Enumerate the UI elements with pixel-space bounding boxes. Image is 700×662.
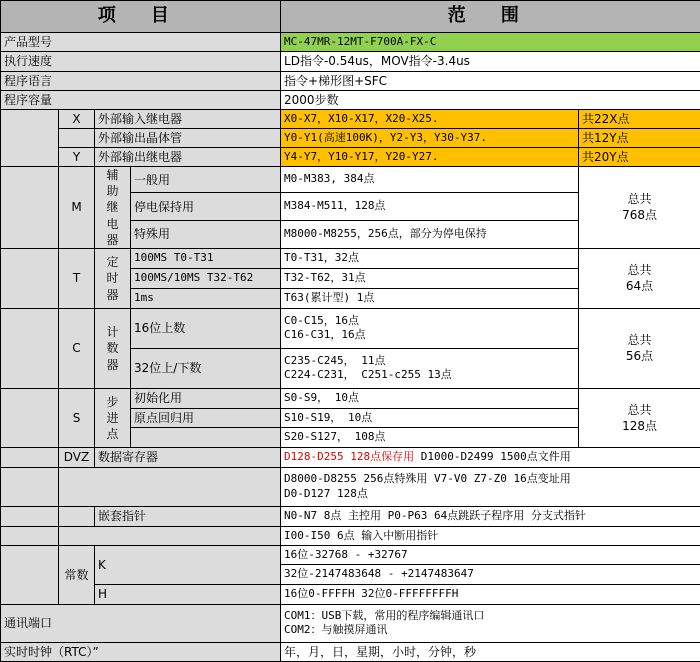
m-group-label: 辅助继电器 (106, 167, 120, 248)
s-group (95, 388, 131, 447)
io-yre-range: Y4-Y7，Y10-Y17，Y20-Y27. (281, 148, 579, 167)
d-range-1 (281, 447, 700, 467)
p-range-2: I00-I50 6点 输入中断用指针 (281, 526, 700, 545)
p-name: 嵌套指针 (95, 506, 281, 526)
m-group (95, 167, 131, 249)
t-name-1: 100MS T0-T31 (131, 248, 281, 268)
p-blank-name-2 (59, 526, 281, 545)
d-range-2 (281, 467, 700, 506)
d-range-2b: D0-D127 128点 (284, 487, 697, 502)
k-label: 常数 (59, 545, 95, 604)
comm-value-2: COM2：与触摸屏通讯 (284, 623, 697, 638)
t-range-2: T32-T62，31点 (281, 268, 579, 288)
k-row-1 (1, 545, 700, 564)
io-x-name: 外部输入继电器 (95, 110, 281, 129)
t-code: T (59, 248, 95, 308)
capacity-value: 2000步数 (281, 91, 700, 110)
c-code: C (59, 308, 95, 388)
k-blank-cell (1, 545, 59, 604)
s-group-label: 步进点 (106, 394, 120, 443)
language-label: 程序语言 (1, 72, 281, 91)
c-range-2a: C235-C245， 11点 (284, 354, 575, 369)
m-range-1: M0-M383, 384点 (281, 167, 579, 193)
m-blank-cell (1, 167, 59, 249)
c-range-2b: C224-C231， C251-c255 13点 (284, 368, 575, 383)
s-name-3 (131, 427, 281, 447)
capacity-row (1, 91, 700, 110)
m-name-1: 一般用 (131, 167, 281, 193)
c-group (95, 308, 131, 388)
io-ytr-range: Y0-Y1(高速100K)，Y2-Y3，Y30-Y37. (281, 129, 579, 148)
io-yre-code: Y (59, 148, 95, 167)
c-range-1a: C0-C15，16点 (284, 314, 575, 329)
d-code: DVZ (59, 447, 95, 467)
io-x-code: X (59, 110, 95, 129)
language-row (1, 72, 700, 91)
c-blank-cell (1, 308, 59, 388)
speed-row (1, 52, 700, 72)
m-range-3: M8000-M8255，256点，部分为停电保持 (281, 221, 579, 249)
header-range: 范 围 (281, 1, 700, 33)
io-x-total: 共22X点 (579, 110, 700, 129)
io-yre-total: 共20Y点 (579, 148, 700, 167)
t-name-3: 1ms (131, 288, 281, 308)
d-range-file: D1000-D2499 1500点文件用 (414, 450, 571, 463)
h-code: H (95, 584, 281, 604)
s-range-3: S20-S127， 108点 (281, 427, 579, 447)
model-row (1, 33, 700, 52)
s-total: 总共 128点 (579, 388, 700, 447)
io-ytr-code (59, 129, 95, 148)
t-row-1 (1, 248, 700, 268)
t-group (95, 248, 131, 308)
s-name-2: 原点回归用 (131, 408, 281, 427)
m-code: M (59, 167, 95, 249)
d-blank-name-2 (59, 467, 281, 506)
p-row-1 (1, 506, 700, 526)
comm-value (281, 604, 700, 642)
p-row-2 (1, 526, 700, 545)
header-item: 项 目 (1, 1, 281, 33)
h-row (1, 584, 700, 604)
t-blank-cell (1, 248, 59, 308)
io-ytr-total: 共12Y点 (579, 129, 700, 148)
model-label: 产品型号 (1, 33, 281, 52)
model-value: MC-47MR-12MT-F700A-FX-C (281, 33, 700, 52)
c-range-1b: C16-C31，16点 (284, 328, 575, 343)
header-row (1, 1, 700, 33)
d-range-saved: D128-D255 128点保存用 (284, 450, 414, 463)
h-range: 16位0-FFFFH 32位0-FFFFFFFFH (281, 584, 700, 604)
s-range-1: S0-S9， 10点 (281, 388, 579, 408)
c-name-1: 16位上数 (131, 308, 281, 348)
io-x-range: X0-X7，X10-X17，X20-X25. (281, 110, 579, 129)
d-range-2a: D8000-D8255 256点特殊用 V7-V0 Z7-Z0 16点变址用 (284, 472, 697, 487)
speed-label: 执行速度 (1, 52, 281, 72)
c-row-1 (1, 308, 700, 348)
d-name: 数据寄存器 (95, 447, 281, 467)
t-range-1: T0-T31，32点 (281, 248, 579, 268)
io-x-row (1, 110, 700, 129)
m-name-3: 特殊用 (131, 221, 281, 249)
t-range-3: T63(累计型) 1点 (281, 288, 579, 308)
c-total: 总共 56点 (579, 308, 700, 388)
d-row-1 (1, 447, 700, 467)
t-total: 总共 64点 (579, 248, 700, 308)
m-name-2: 停电保持用 (131, 193, 281, 221)
p-blank-cell-2 (1, 526, 59, 545)
t-group-label: 定时器 (106, 254, 120, 303)
c-group-label: 计数器 (106, 324, 120, 373)
k-range-32: 32位-2147483648 - +2147483647 (281, 564, 700, 584)
m-range-2: M384-M511，128点 (281, 193, 579, 221)
d-blank-cell (1, 447, 59, 467)
io-yre-row (1, 148, 700, 167)
s-code: S (59, 388, 95, 447)
s-row-1 (1, 388, 700, 408)
io-yre-name: 外部输出继电器 (95, 148, 281, 167)
language-value: 指令+梯形图+SFC (281, 72, 700, 91)
d-row-2 (1, 467, 700, 506)
k-code: K (95, 545, 281, 584)
c-range-2 (281, 348, 579, 388)
t-name-2: 100MS/10MS T32-T62 (131, 268, 281, 288)
m-row-1 (1, 167, 700, 193)
d-blank-cell-2 (1, 467, 59, 506)
rtc-value: 年，月，日，星期，小时，分钟，秒 (281, 642, 700, 661)
io-group-cell (1, 110, 59, 167)
c-range-1 (281, 308, 579, 348)
s-name-1: 初始化用 (131, 388, 281, 408)
p-blank-cell (1, 506, 59, 526)
m-total: 总共 768点 (579, 167, 700, 249)
p-blank-code (59, 506, 95, 526)
c-name-2: 32位上/下数 (131, 348, 281, 388)
k-range-16: 16位-32768 - +32767 (281, 545, 700, 564)
comm-label: 通讯端口 (1, 604, 281, 642)
s-blank-cell (1, 388, 59, 447)
rtc-label: 实时时钟（RTC）” (1, 642, 281, 661)
capacity-label: 程序容量 (1, 91, 281, 110)
io-ytr-name: 外部输出晶体管 (95, 129, 281, 148)
speed-value: LD指令-0.54us，MOV指令-3.4us (281, 52, 700, 72)
p-range-1: N0-N7 8点 主控用 P0-P63 64点跳跃子程序用 分支式指针 (281, 506, 700, 526)
comm-row (1, 604, 700, 642)
comm-value-1: COM1：USB下载，常用的程序编辑通讯口 (284, 609, 697, 624)
s-range-2: S10-S19， 10点 (281, 408, 579, 427)
io-ytr-row (1, 129, 700, 148)
